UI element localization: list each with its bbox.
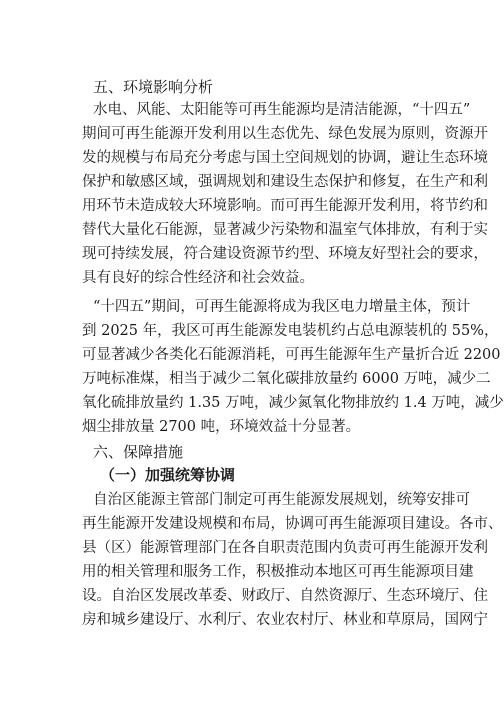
paragraph-line: 烟尘排放量 2700 吨，环境效益十分显著。 xyxy=(82,419,361,435)
paragraph-line: 自治区能源主管部门制定可再生能源发展规划，统筹安排可 xyxy=(93,492,470,508)
paragraph-line: 再生能源开发建设规模和布局，协调可再生能源项目建设。各市、 xyxy=(82,516,503,532)
paragraph-line: 可显著减少各类化石能源消耗，可再生能源年生产量折合近 2200 xyxy=(82,347,501,363)
section-heading-environment: 五、环境影响分析 xyxy=(93,78,214,96)
paragraph-line: 房和城乡建设厅、水利厅、农业农村厅、林业和草原局，国网宁 xyxy=(82,612,488,628)
paragraph-line: 用环节未造成较大环境影响。而可再生能源开发利用，将节约和 xyxy=(82,198,488,214)
paragraph-line: 替代大量化石能源，显著减少污染物和温室气体排放，有利于实 xyxy=(82,222,488,238)
paragraph-line: 设。自治区发展改革委、财政厅、自然资源厅、生态环境厅、住 xyxy=(82,588,488,604)
paragraph-line: 现可持续发展，符合建设资源节约型、环境友好型社会的要求， xyxy=(82,246,488,262)
paragraph-line: “十四五”期间，可再生能源将成为我区电力增量主体，预计 xyxy=(93,299,471,315)
paragraph-line: 期间可再生能源开发利用以生态优先、绿色发展为原则，资源开 xyxy=(82,126,488,142)
paragraph-line: 氧化硫排放量约 1.35 万吨，减少氮氧化物排放约 1.4 万吨，减少 xyxy=(82,395,504,411)
paragraph-line: 水电、风能、太阳能等可再生能源均是清洁能源，“十四五” xyxy=(93,102,471,118)
paragraph-line: 到 2025 年，我区可再生能源发电装机约占总电源装机的 55%， xyxy=(82,323,499,339)
paragraph-line: 万吨标准煤，相当于减少二氧化碳排放量约 6000 万吨，减少二 xyxy=(82,371,491,387)
paragraph-line: 具有良好的综合性经济和社会效益。 xyxy=(82,270,314,286)
paragraph-line: 保护和敏感区域，强调规划和建设生态保护和修复，在生产和利 xyxy=(82,174,488,190)
subsection-heading-coordination: （一）加强统筹协调 xyxy=(100,466,236,484)
paragraph-line: 县（区）能源管理部门在各自职责范围内负责可再生能源开发利 xyxy=(82,540,488,556)
section-heading-safeguards: 六、保障措施 xyxy=(93,443,184,461)
paragraph-line: 用的相关管理和服务工作，积极推动本地区可再生能源项目建 xyxy=(82,564,474,580)
paragraph-line: 发的规模与布局充分考虑与国土空间规划的协调，避让生态环境 xyxy=(82,150,488,166)
